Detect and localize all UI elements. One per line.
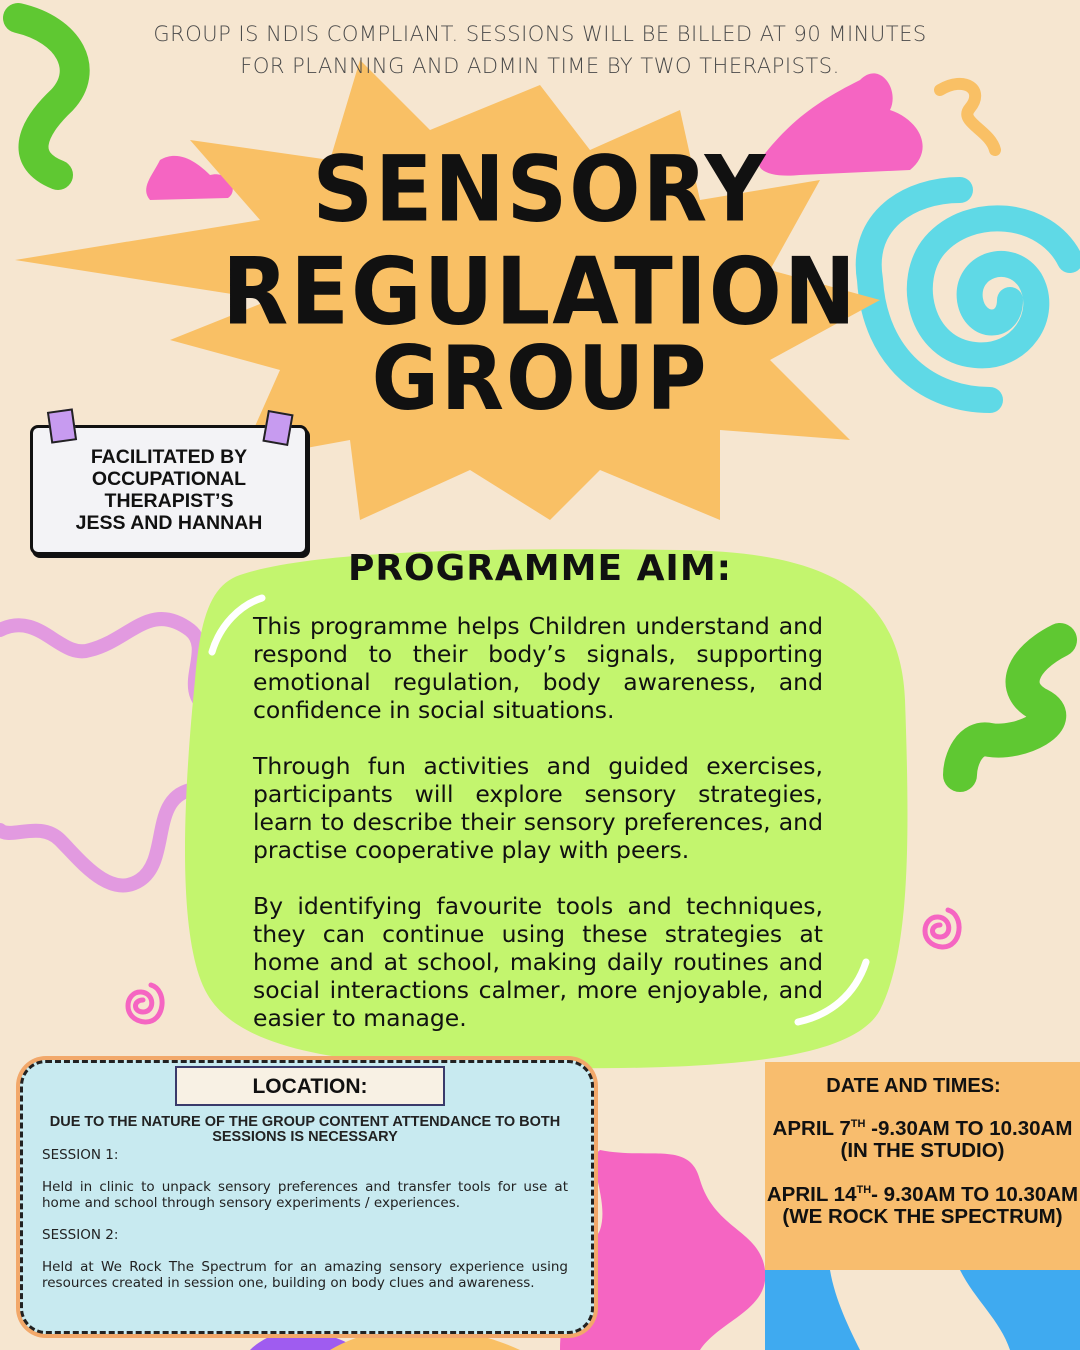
title-line-1: SENSORY [312,136,768,242]
date-2-suffix: TH [856,1184,872,1196]
date-1-time: -9.30AM TO 10.30AM (IN THE STUDIO) [840,1116,1073,1162]
location-details [42,1115,568,1307]
title-line-3: GROUP [371,328,709,431]
session-1-label: SESSION 1: [42,1147,119,1163]
session-2-text: Held at We Rock The Spectrum for an amazing sensory experience using resources created in session one, building on body clues and awareness. [42,1259,568,1291]
date-1 [765,1113,1080,1162]
facilitator-line-1: FACILITATED BY [90,446,248,468]
blue-shape-right [960,1270,1080,1350]
tape-left [47,408,77,443]
facilitator-text [33,446,305,534]
aim-paragraph-1: This programme helps Children understand and respond to their body’s signals, supporting emotional regulation, body awareness, and confidence in social situations. [253,612,823,724]
session-2-label: SESSION 2: [42,1227,119,1243]
aim-paragraph-2: Through fun activities and guided exercises, participants will explore sensory strategies, learn to describe their sensory preferences, and practise cooperative play with peers. [253,752,823,864]
facilitator-note [30,425,308,555]
date-2-day: APRIL 14 [766,1182,857,1206]
pink-spiral-left [128,985,162,1022]
programme-aim-heading: PROGRAMME AIM: [347,548,733,589]
green-squiggle-right [960,640,1060,775]
ndis-notice: GROUP IS NDIS COMPLIANT. SESSIONS WILL BE BILLED AT 90 MINUTES FOR PLANNING AND ADMIN TIME BY TWO THERAPISTS. [153,22,927,78]
aim-paragraph-3: By identifying favourite tools and techniques, they can continue using these strategies at home and at school, making daily routines and social interactions calmer, more enjoyable, and easier to manage. [253,892,823,1032]
dates-heading: DATE AND TIMES: [826,1075,1001,1097]
blue-shape-left [765,1270,860,1350]
date-1-day: APRIL 7 [772,1116,851,1140]
facilitator-line-3: THERAPIST’S [104,490,234,512]
tape-right [262,410,293,446]
programme-aim-body [253,612,823,1060]
facilitator-line-4: JESS AND HANNAH [75,512,263,534]
date-2 [765,1179,1080,1228]
pink-spiral-right [925,910,959,947]
date-2-time: - 9.30AM TO 10.30AM (WE ROCK THE SPECTRUM) [782,1182,1079,1228]
session-1-text: Held in clinic to unpack sensory preferences and transfer tools for use at home and school through sensory experiments / experiences. [42,1179,568,1211]
title-line-2: REGULATION [222,238,858,346]
location-label: LOCATION: [175,1066,445,1106]
facilitator-line-2: OCCUPATIONAL [91,468,247,490]
attendance-warning: DUE TO THE NATURE OF THE GROUP CONTENT ATTENDANCE TO BOTH SESSIONS IS NECESSARY [49,1114,561,1145]
date-1-suffix: TH [850,1118,866,1130]
